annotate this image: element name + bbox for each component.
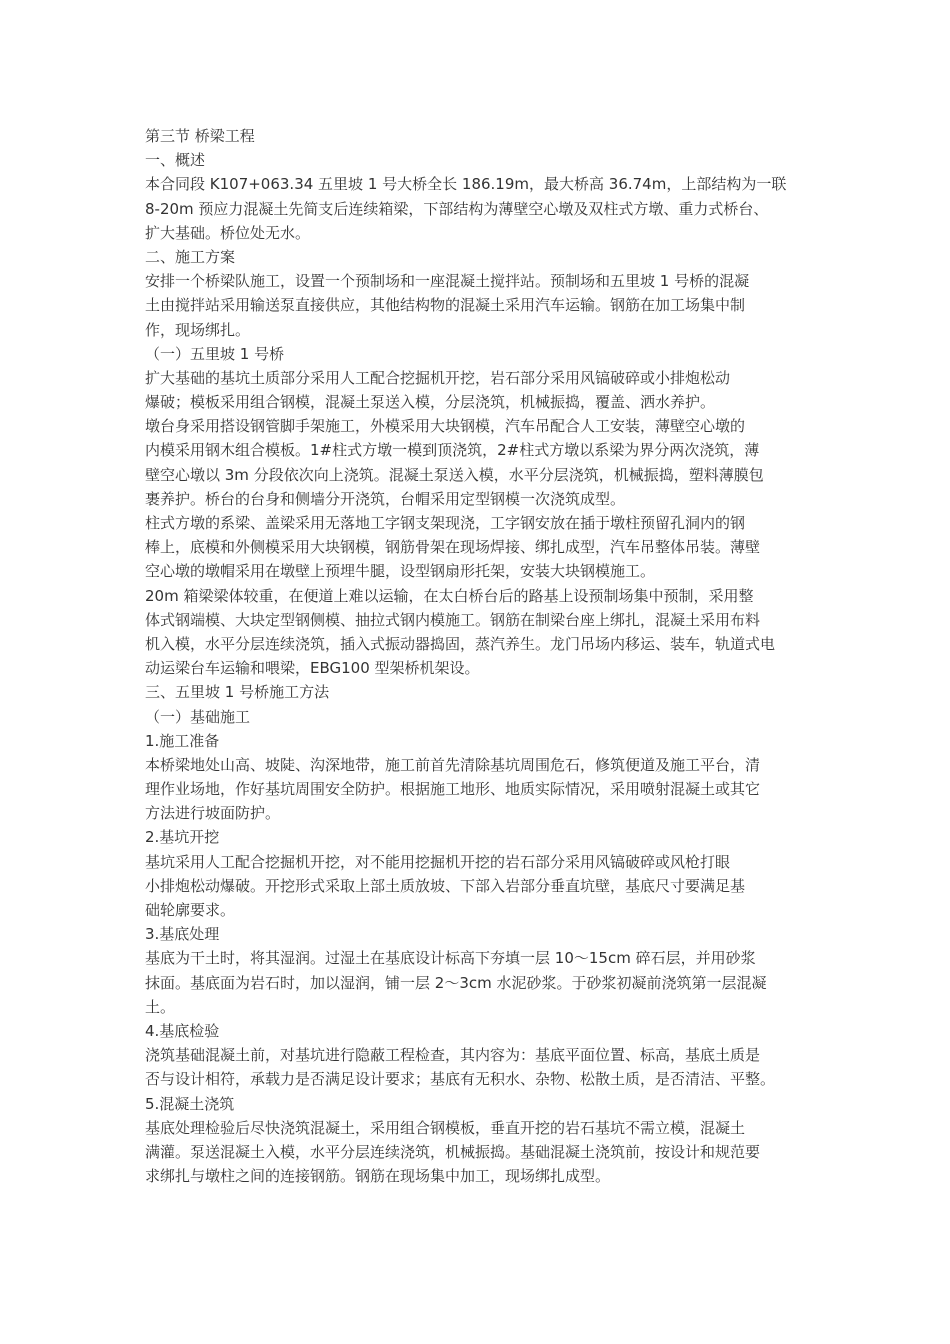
paragraph-pier-body (145, 414, 825, 511)
paragraph-foundation-excavation (145, 366, 825, 414)
paragraph-pit-excavation (145, 850, 825, 923)
paragraph-tie-beam (145, 511, 825, 584)
paragraph-concrete-pouring (145, 1116, 825, 1189)
text-line: 爆破；模板采用组合钢模，混凝土泵送入模，分层浇筑，机械振捣，覆盖、洒水养护。 (145, 393, 716, 412)
text-line: 安排一个桥梁队施工，设置一个预制场和一座混凝土搅拌站。预制场和五里坡 1 号桥的混凝 (145, 272, 750, 291)
paragraph-base-inspection (145, 1043, 825, 1091)
heading-text: （一）基础施工 (145, 707, 251, 726)
item-heading-1 (145, 729, 825, 753)
text-line: 裹养护。桥台的台身和侧墙分开浇筑，台帽采用定型钢模一次浇筑成型。 (145, 489, 626, 508)
text-line: 壁空心墩以 3m 分段依次向上浇筑。混凝土泵送入模，水平分层浇筑，机械振捣，塑料薄膜包 (145, 465, 764, 484)
text-line: 基底为干土时，将其湿润。过湿土在基底设计标高下夯填一层 10～15cm 碎石层，并用砂浆 (145, 949, 756, 968)
text-line: 机入模，水平分层连续浇筑，插入式振动器捣固，蒸汽养生。龙门吊场内移运、装车，轨道式电 (145, 634, 776, 653)
text-line: 扩大基础。桥位处无水。 (145, 223, 311, 242)
text-line: 小排炮松动爆破。开挖形式采取上部土质放坡、下部入岩部分垂直坑壁，基底尺寸要满足基 (145, 876, 746, 895)
text-line: 动运梁台车运输和喂梁，EBG100 型架桥机架设。 (145, 659, 480, 678)
text-line: 墩台身采用搭设钢管脚手架施工，外模采用大块钢模，汽车吊配合人工安装，薄壁空心墩的 (145, 417, 746, 436)
heading-text: 4.基底检验 (145, 1021, 220, 1040)
text-line: 基坑采用人工配合挖掘机开挖，对不能用挖掘机开挖的岩石部分采用风镐破碎或风枪打眼 (145, 852, 731, 871)
heading-text: 2.基坑开挖 (145, 828, 220, 847)
text-line: 内模采用钢木组合模板。1#柱式方墩一模到顶浇筑，2#柱式方墩以系梁为界分两次浇筑，薄 (145, 441, 760, 460)
text-line: 础轮廓要求。 (145, 901, 236, 919)
text-line: 扩大基础的基坑土质部分采用人工配合挖掘机开挖，岩石部分采用风镐破碎或小排炮松动 (145, 368, 731, 387)
heading-text: 1.施工准备 (145, 731, 220, 750)
text-line: 理作业场地，作好基坑周围安全防护。根据施工地形、地质实际情况，采用喷射混凝土或其它 (145, 780, 761, 799)
document-body (145, 124, 825, 1188)
text-line: 空心墩的墩帽采用在墩壁上预埋牛腿，设型钢扇形托架，安装大块钢模施工。 (145, 562, 656, 581)
text-line: 棒上，底模和外侧模采用大块钢模，钢筋骨架在现场焊接、绑扎成型，汽车吊整体吊装。薄壁 (145, 538, 761, 557)
heading-text: 第三节 桥梁工程 (145, 127, 255, 145)
text-line: 求绑扎与墩柱之间的连接钢筋。钢筋在现场集中加工，现场绑扎成型。 (145, 1167, 611, 1186)
text-line: 土由搅拌站采用输送泵直接供应，其他结构物的混凝土采用汽车运输。钢筋在加工场集中制 (145, 296, 746, 315)
text-line: 作，现场绑扎。 (145, 320, 251, 339)
heading-overview (145, 148, 825, 172)
heading-text: 3.基底处理 (145, 925, 220, 944)
text-line: 浇筑基础混凝土前，对基坑进行隐蔽工程检查，其内容为：基底平面位置、标高，基底土质是 (145, 1046, 761, 1065)
paragraph-plan (145, 269, 825, 342)
heading-text: 二、施工方案 (145, 247, 236, 266)
paragraph-box-girder (145, 584, 825, 681)
subheading-bridge-1 (145, 342, 825, 366)
paragraph-base-treatment (145, 946, 825, 1019)
text-line: 柱式方墩的系梁、盖梁采用无落地工字钢支架现浇，工字钢安放在插于墩柱预留孔洞内的钢 (145, 514, 746, 532)
heading-plan (145, 245, 825, 269)
text-line: 本合同段 K107+063.34 五里坡 1 号大桥全长 186.19m，最大桥高 36.74m，上部结构为一联 (145, 175, 787, 194)
text-line: 基底处理检验后尽快浇筑混凝土，采用组合钢模板，垂直开挖的岩石基坑不需立模，混凝土 (145, 1118, 746, 1137)
text-line: 满灌。泵送混凝土入模，水平分层连续浇筑，机械振捣。基础混凝土浇筑前，按设计和规范要 (145, 1142, 761, 1161)
text-line: 方法进行坡面防护。 (145, 804, 281, 823)
text-line: 否与设计相符，承载力是否满足设计要求；基底有无积水、杂物、松散土质，是否清洁、平整。 (145, 1070, 776, 1089)
heading-text: 三、五里坡 1 号桥施工方法 (145, 683, 330, 702)
paragraph-overview (145, 172, 825, 245)
section-title (145, 124, 825, 148)
heading-text: 5.混凝土浇筑 (145, 1094, 235, 1113)
text-line: 体式钢端模、大块定型钢侧模、抽拉式钢内模施工。钢筋在制梁台座上绑扎，混凝土采用布料 (145, 610, 761, 629)
subheading-foundation (145, 705, 825, 729)
text-line: 抹面。基底面为岩石时，加以湿润，铺一层 2～3cm 水泥砂浆。于砂浆初凝前浇筑第一层混凝 (145, 973, 767, 992)
text-line: 8-20m 预应力混凝土先简支后连续箱梁，下部结构为薄壁空心墩及双柱式方墩、重力式桥台、 (145, 199, 769, 218)
text-line: 本桥梁地处山高、坡陡、沟深地带，施工前首先清除基坑周围危石，修筑便道及施工平台，清 (145, 755, 761, 774)
text-line: 20m 箱梁梁体较重，在便道上难以运输，在太白桥台后的路基上设预制场集中预制，采用整 (145, 586, 754, 605)
heading-method (145, 680, 825, 704)
heading-text: 一、概述 (145, 151, 206, 170)
item-heading-2 (145, 825, 825, 849)
heading-text: （一）五里坡 1 号桥 (145, 344, 285, 363)
item-heading-3 (145, 922, 825, 946)
item-heading-4 (145, 1019, 825, 1043)
text-line: 土。 (145, 997, 176, 1016)
item-heading-5 (145, 1092, 825, 1116)
paragraph-preparation (145, 753, 825, 826)
